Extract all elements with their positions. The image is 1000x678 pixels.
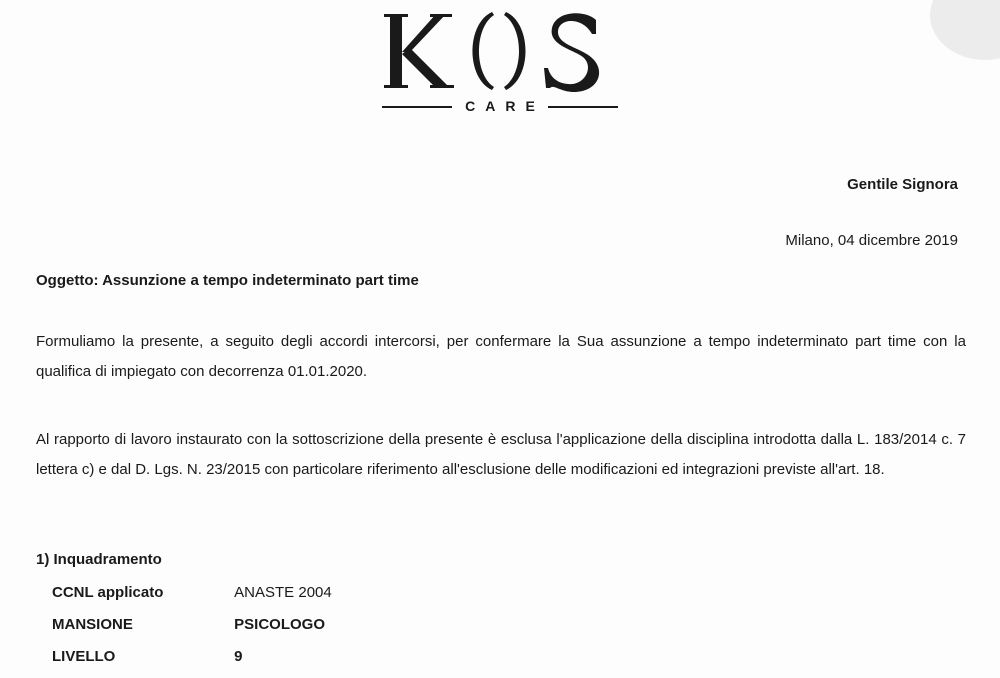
kos-logo-mark bbox=[380, 4, 620, 96]
care-text: CARE bbox=[465, 98, 545, 114]
scan-shadow bbox=[930, 0, 1000, 60]
field-label: MANSIONE bbox=[52, 616, 133, 633]
subject-line: Oggetto: Assunzione a tempo indeterminato part time bbox=[36, 272, 419, 289]
section-title-inquadramento: 1) Inquadramento bbox=[36, 551, 162, 568]
field-label: LIVELLO bbox=[52, 648, 116, 665]
field-value: 9 bbox=[234, 648, 243, 665]
field-row-mansione bbox=[52, 616, 325, 638]
field-label: CCNL applicato bbox=[52, 584, 164, 601]
field-value: ANASTE 2004 bbox=[234, 584, 332, 601]
salutation: Gentile Signora bbox=[847, 176, 958, 193]
field-value: PSICOLOGO bbox=[234, 616, 326, 633]
field-row-livello bbox=[52, 648, 243, 670]
paragraph-2: Al rapporto di lavoro instaurato con la sottoscrizione della presente è esclusa l'applicazione della disciplina introdotta dalla L. 183/2014 c. 7 lettera c) e dal D. Lgs. N. 23/2015 con particolare riferimento all'esclusione delle modificazioni ed integrazioni previste all'art. 18. bbox=[36, 431, 966, 478]
field-row-ccnl bbox=[52, 584, 332, 606]
paragraph-1: Formuliamo la presente, a seguito degli accordi intercorsi, per confermare la Sua assunzione a tempo indeterminato part time con la qualifica di impiegato con decorrenza 01.01.2020. bbox=[36, 333, 966, 380]
kos-care-logo bbox=[380, 4, 620, 122]
place-date: Milano, 04 dicembre 2019 bbox=[785, 232, 958, 249]
